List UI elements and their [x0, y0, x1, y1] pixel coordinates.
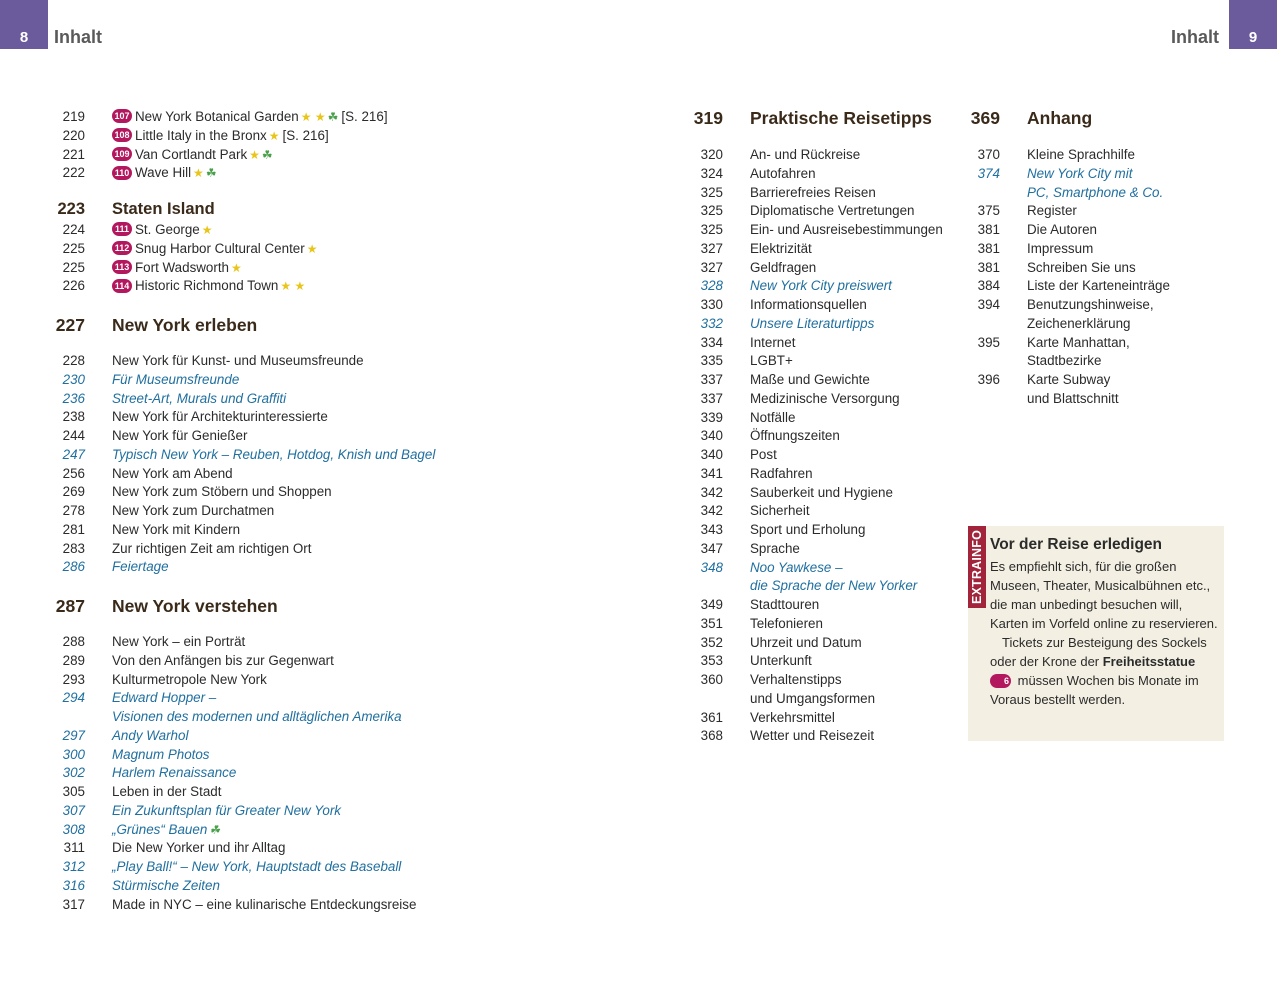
- toc-entry-text: Harlem Renaissance: [112, 765, 237, 781]
- toc-entry-text: New York City mit: [1027, 165, 1133, 181]
- toc-entry-text: Verhaltenstipps: [750, 672, 842, 687]
- star-rating-icon: ★ ★: [280, 279, 306, 294]
- toc-entry-label: [112, 801, 341, 820]
- toc-entry-label: [750, 651, 812, 670]
- toc-entry-text: Street-Art, Murals und Graffiti: [112, 390, 287, 406]
- toc-page-number: 370: [977, 147, 1000, 162]
- toc-entry-text: An- und Rückreise: [750, 147, 861, 162]
- toc-entry-text: PC, Smartphone & Co.: [1027, 184, 1164, 200]
- star-rating-icon: ★: [231, 260, 242, 275]
- toc-entry-label: [112, 539, 311, 558]
- toc-entry-label: [750, 164, 816, 183]
- map-number-badge: 114: [112, 279, 132, 293]
- toc-entry-label: [112, 820, 220, 840]
- toc-entry-label: [112, 857, 401, 876]
- toc-entry-label: [750, 614, 823, 633]
- map-number-badge: 111: [112, 222, 132, 236]
- toc-page-number: 361: [700, 709, 723, 725]
- toc-entry-label: [112, 258, 242, 278]
- toc-page-number: 305: [62, 784, 85, 799]
- toc-entry-label: [112, 145, 273, 165]
- page-number-right: [1229, 0, 1277, 49]
- toc-entry-text: St. George: [135, 222, 200, 237]
- star-rating-icon: ★: [193, 166, 204, 181]
- extrainfo-paragraph-2-end: müssen Wochen bis Monate im Voraus bestellt werden.: [990, 673, 1199, 707]
- toc-column-3: [966, 0, 1226, 520]
- toc-entry-label: [750, 520, 865, 539]
- toc-entry-label: [112, 557, 169, 576]
- running-head-left: Inhalt: [54, 27, 102, 47]
- toc-entry-text: Barrierefreies Reisen: [750, 184, 876, 200]
- toc-entry-text: Feiertage: [112, 559, 169, 575]
- star-rating-icon: ★: [249, 147, 260, 162]
- toc-entry-label: [112, 482, 332, 501]
- toc-page-number: 374: [977, 165, 1000, 181]
- toc-entry-label: [750, 558, 843, 577]
- toc-page-number: 368: [700, 728, 723, 744]
- toc-page-number: 225: [62, 240, 85, 256]
- toc-page-number: 360: [700, 672, 723, 687]
- toc-page-number: 300: [62, 746, 85, 762]
- toc-entry-text: Register: [1027, 203, 1077, 219]
- toc-page-number: 324: [700, 165, 723, 181]
- toc-page-number: 230: [62, 371, 85, 387]
- toc-entry-text: Ein Zukunftsplan für Greater New York: [112, 802, 341, 818]
- star-rating-icon: ★ ★: [300, 110, 326, 124]
- toc-entry-label: [1027, 220, 1097, 239]
- extrainfo-title: Vor der Reise erledigen: [990, 536, 1162, 553]
- toc-entry-label: [750, 464, 813, 483]
- toc-page-number: 337: [700, 372, 723, 387]
- toc-entry-text: Informationsquellen: [750, 297, 867, 312]
- toc-entry-label: [1027, 370, 1110, 389]
- toc-entry-label: [1027, 295, 1154, 314]
- toc-entry-label: [750, 539, 800, 558]
- toc-entry-text: Post: [750, 447, 777, 462]
- map-number-badge: 107: [112, 109, 132, 123]
- toc-entry-label: [750, 426, 840, 445]
- toc-entry-text: Telefonieren: [750, 615, 823, 631]
- toc-entry-label: [1027, 314, 1130, 333]
- toc-page-number: 375: [977, 203, 1000, 219]
- toc-page-number: 348: [700, 559, 723, 575]
- toc-page-number: 342: [700, 484, 723, 500]
- map-number-badge: 112: [112, 241, 132, 255]
- toc-entry-text: Elektrizität: [750, 240, 812, 256]
- toc-page-number: 352: [700, 634, 723, 650]
- toc-entry-text: Unterkunft: [750, 653, 812, 669]
- toc-entry-label: [1027, 164, 1132, 183]
- section-title: New York erleben: [112, 315, 258, 335]
- toc-entry-label: [750, 220, 943, 239]
- extrainfo-highlight[interactable]: Freiheitsstatue: [1102, 654, 1196, 669]
- toc-page-number: 384: [977, 278, 1000, 294]
- toc-entry-label: [750, 633, 862, 652]
- star-rating-icon: ★: [306, 241, 318, 256]
- toc-page-number: 342: [700, 503, 723, 519]
- section-title: Praktische Reisetipps: [750, 108, 932, 128]
- green-clover-icon: ☘: [209, 822, 221, 837]
- toc-entry-label: [750, 276, 892, 295]
- toc-entry-label: [750, 708, 835, 727]
- toc-page-number: 337: [700, 390, 723, 406]
- section-title: Anhang: [1027, 108, 1093, 128]
- toc-page-number: 325: [700, 222, 723, 237]
- toc-entry-label: [750, 333, 795, 352]
- toc-entry-text: LGBT+: [750, 353, 793, 369]
- toc-page-number: 289: [62, 652, 85, 668]
- toc-entry-text: Made in NYC – eine kulinarische Entdeckungsreise: [112, 896, 417, 912]
- toc-entry-text: Zur richtigen Zeit am richtigen Ort: [112, 540, 312, 556]
- section-page-number: 227: [55, 315, 85, 335]
- green-clover-icon: ☘: [205, 166, 217, 181]
- toc-entry-text: Sicherheit: [750, 503, 810, 519]
- toc-page-number: 221: [62, 146, 85, 162]
- section-title: New York verstehen: [112, 596, 278, 616]
- toc-page-number: 256: [62, 465, 85, 481]
- toc-entry-text: Wave Hill: [135, 165, 192, 181]
- toc-entry-text: Schreiben Sie uns: [1027, 259, 1136, 275]
- toc-entry-text: Öffnungszeiten: [750, 428, 840, 444]
- toc-entry-text: Van Cortlandt Park: [135, 146, 248, 162]
- toc-entry-label: [112, 389, 286, 408]
- toc-entry-label: [112, 520, 240, 539]
- green-clover-icon: ☘: [327, 110, 339, 124]
- toc-entry-text: Kleine Sprachhilfe: [1027, 147, 1135, 162]
- toc-page-number: 228: [62, 353, 85, 368]
- toc-page-number: 247: [62, 446, 85, 462]
- toc-entry-text: Sauberkeit und Hygiene: [750, 484, 893, 500]
- toc-entry-label: [750, 595, 819, 614]
- toc-entry-text: New York für Architekturinteressierte: [112, 409, 328, 425]
- toc-entry-text: Fort Wadsworth: [135, 259, 230, 275]
- toc-entry-label: [112, 707, 402, 726]
- map-number-badge: 110: [112, 166, 132, 180]
- toc-entry-text: Für Museumsfreunde: [112, 371, 240, 387]
- star-rating-icon: ★: [268, 128, 280, 143]
- toc-entry-text: New York City preiswert: [750, 278, 892, 294]
- section-page-number: 287: [55, 596, 85, 616]
- extrainfo-paragraph-1: Es empfiehlt sich, für die großen Museen, Theater, Musicalbühnen etc., die man unbedingt besuchen will, Karten im Vorfeld online zu reservieren.: [990, 559, 1218, 631]
- toc-entry-label: [112, 276, 305, 296]
- section-page-number: 369: [970, 108, 1000, 128]
- star-rating-icon: ★: [201, 223, 213, 237]
- toc-page-number: 332: [700, 315, 723, 331]
- toc-entry-text: Ein- und Ausreisebestimmungen: [750, 222, 943, 237]
- page-number-left-text: 8: [19, 29, 29, 46]
- toc-entry-text: Medizinische Versorgung: [750, 390, 900, 406]
- page-reference: [S. 216]: [341, 109, 388, 124]
- map-number-badge: 109: [112, 147, 132, 161]
- toc-page-number: 325: [700, 203, 723, 219]
- toc-column-2: [690, 0, 960, 1000]
- toc-page-number: 340: [700, 447, 723, 462]
- toc-page-number: 349: [700, 597, 723, 612]
- toc-entry-label: [112, 876, 220, 895]
- toc-entry-text: Verkehrsmittel: [750, 709, 835, 725]
- toc-entry-text: Snug Harbor Cultural Center: [135, 240, 305, 256]
- toc-entry-label: [750, 258, 816, 277]
- toc-entry-label: [750, 351, 793, 370]
- toc-entry-text: Stürmische Zeiten: [112, 877, 220, 893]
- toc-entry-text: Karte Subway: [1027, 372, 1111, 387]
- toc-entry-label: [750, 314, 874, 333]
- section-page-number: 223: [57, 200, 85, 218]
- toc-page-number: 225: [62, 259, 85, 275]
- toc-entry-text: Visionen des modernen und alltäglichen Amerika: [112, 709, 402, 724]
- toc-entry-label: [750, 483, 893, 502]
- toc-page-number: 281: [62, 521, 85, 537]
- toc-entry-label: [750, 370, 870, 389]
- toc-entry-text: New York für Kunst- und Museumsfreunde: [112, 353, 364, 368]
- toc-page-number: 286: [62, 559, 85, 575]
- toc-page-number: 311: [63, 840, 85, 856]
- page-reference: [S. 216]: [282, 127, 329, 143]
- toc-page-number: 317: [62, 896, 85, 912]
- toc-entry-label: [750, 445, 777, 464]
- toc-entry-text: Noo Yawkese –: [750, 559, 843, 575]
- toc-entry-label: [112, 632, 245, 651]
- toc-entry-text: Kulturmetropole New York: [112, 671, 267, 687]
- toc-entry-text: und Umgangsformen: [750, 690, 876, 706]
- toc-entry-text: Karte Manhattan,: [1027, 334, 1130, 350]
- toc-entry-label: [750, 670, 842, 689]
- toc-entry-text: und Blattschnitt: [1027, 390, 1119, 406]
- toc-entry-text: „Grünes“ Bauen: [112, 821, 208, 837]
- toc-page-number: 343: [700, 522, 723, 537]
- toc-page-number: 351: [700, 615, 723, 631]
- toc-entry-text: Autofahren: [750, 165, 816, 181]
- toc-entry-label: [1027, 183, 1163, 202]
- toc-entry-text: Wetter und Reisezeit: [750, 728, 875, 744]
- toc-entry-label: [750, 501, 810, 520]
- toc-entry-label: [112, 107, 388, 127]
- toc-page-number: 288: [62, 634, 85, 649]
- toc-entry-text: Magnum Photos: [112, 746, 210, 762]
- toc-page-number: 312: [62, 859, 85, 874]
- toc-entry-label: [112, 464, 233, 483]
- toc-entry-text: Notfälle: [750, 409, 796, 425]
- toc-page-number: 320: [700, 147, 723, 162]
- toc-entry-label: [1027, 351, 1101, 370]
- toc-entry-label: [112, 745, 210, 764]
- toc-entry-label: [112, 651, 334, 670]
- toc-entry-label: [1027, 258, 1136, 277]
- toc-entry-text: Sprache: [750, 540, 800, 556]
- toc-entry-label: [750, 726, 874, 745]
- toc-page-number: 219: [62, 109, 85, 124]
- toc-entry-label: [112, 501, 274, 520]
- toc-page-number: 238: [62, 409, 85, 425]
- toc-page-number: 394: [977, 297, 1000, 312]
- toc-page-number: 381: [977, 222, 1000, 237]
- toc-entry-label: [1027, 145, 1135, 164]
- toc-column-1: [52, 0, 436, 1000]
- toc-entry-label: [112, 763, 236, 782]
- toc-entry-text: Maße und Gewichte: [750, 372, 870, 387]
- toc-entry-label: [750, 239, 812, 258]
- toc-entry-label: [1027, 276, 1170, 295]
- toc-entry-text: New York für Genießer: [112, 428, 248, 443]
- toc-entry-text: Little Italy in the Bronx: [135, 127, 267, 143]
- toc-page-number: 381: [977, 259, 1000, 275]
- toc-entry-label: [112, 220, 213, 240]
- toc-entry-label: [112, 688, 216, 707]
- toc-entry-label: [112, 163, 217, 183]
- toc-page-number: 294: [62, 690, 85, 706]
- toc-page-number: 396: [977, 372, 1000, 387]
- toc-entry-text: Typisch New York – Reuben, Hotdog, Knish und Bagel: [112, 446, 436, 462]
- section-title: Staten Island: [112, 200, 215, 218]
- toc-page-number: 226: [62, 278, 85, 294]
- toc-entry-label: [750, 689, 875, 708]
- map-number-badge: 113: [112, 260, 132, 274]
- toc-page-number: 283: [62, 540, 85, 556]
- toc-entry-text: Unsere Literaturtipps: [750, 315, 875, 331]
- toc-entry-text: Impressum: [1027, 240, 1094, 256]
- toc-entry-text: Liste der Karteneinträge: [1027, 278, 1170, 294]
- toc-page-number: 330: [700, 297, 723, 312]
- toc-entry-text: Die New Yorker und ihr Alltag: [112, 840, 286, 856]
- toc-page-number: 297: [62, 727, 85, 743]
- toc-entry-text: Internet: [750, 334, 796, 350]
- toc-entry-text: Zeichenerklärung: [1027, 315, 1131, 331]
- toc-page-number: 220: [62, 127, 85, 143]
- toc-entry-text: New York – ein Porträt: [112, 634, 246, 649]
- toc-entry-label: [750, 576, 917, 595]
- toc-entry-label: [750, 145, 860, 164]
- toc-page-number: 381: [977, 240, 1000, 256]
- toc-entry-label: [750, 389, 900, 408]
- toc-page-number: 224: [62, 222, 85, 237]
- toc-page-number: 339: [700, 409, 723, 425]
- toc-entry-label: [112, 445, 435, 464]
- toc-page-number: 327: [700, 259, 723, 275]
- toc-entry-text: New York am Abend: [112, 465, 233, 481]
- extrainfo-paragraph-2-start: Tickets zur Besteigung des Sockels oder der Krone der: [990, 635, 1207, 669]
- toc-entry-text: New York mit Kindern: [112, 521, 241, 537]
- section-page-number: 319: [693, 108, 723, 128]
- toc-entry-text: Sport und Erholung: [750, 522, 866, 537]
- toc-page-number: 244: [62, 428, 85, 443]
- toc-page-number: 341: [700, 465, 723, 481]
- toc-entry-text: die Sprache der New Yorker: [750, 578, 918, 594]
- toc-entry-text: Geldfragen: [750, 259, 817, 275]
- toc-entry-label: [1027, 389, 1119, 408]
- toc-entry-label: [1027, 239, 1093, 258]
- toc-entry-text: Historic Richmond Town: [135, 278, 279, 294]
- toc-entry-label: [750, 408, 795, 427]
- toc-entry-label: [112, 126, 329, 146]
- toc-entry-text: Leben in der Stadt: [112, 784, 222, 799]
- toc-page-number: 293: [62, 671, 85, 687]
- toc-entry-label: [112, 426, 247, 445]
- toc-page-number: 340: [700, 428, 723, 444]
- toc-entry-text: Radfahren: [750, 465, 813, 481]
- toc-entry-label: [112, 407, 328, 426]
- toc-page-number: 316: [62, 877, 85, 893]
- toc-page-number: 236: [62, 390, 85, 406]
- toc-entry-text: Stadttouren: [750, 597, 820, 612]
- toc-entry-text: Stadtbezirke: [1027, 353, 1102, 369]
- toc-entry-label: [112, 670, 267, 689]
- toc-entry-label: [750, 295, 867, 314]
- toc-entry-text: Edward Hopper –: [112, 690, 217, 706]
- toc-entry-label: [750, 183, 876, 202]
- toc-entry-label: [112, 782, 221, 801]
- toc-page-number: 307: [62, 802, 85, 818]
- toc-entry-text: Uhrzeit und Datum: [750, 634, 862, 650]
- toc-page-number: 347: [700, 540, 723, 556]
- toc-entry-label: [112, 239, 317, 259]
- toc-entry-label: [112, 838, 285, 857]
- green-clover-icon: ☘: [261, 147, 273, 162]
- toc-page-number: 308: [62, 821, 85, 837]
- toc-page-number: 395: [977, 334, 1000, 350]
- toc-entry-text: New York Botanical Garden: [135, 109, 299, 124]
- extrainfo-tag: [968, 526, 986, 608]
- toc-entry-label: [750, 201, 915, 220]
- page-number-left: [0, 0, 48, 49]
- toc-page-number: 327: [700, 240, 723, 256]
- extrainfo-map-badge[interactable]: 6: [990, 674, 1011, 688]
- toc-entry-text: Die Autoren: [1027, 222, 1097, 237]
- toc-entry-text: Von den Anfängen bis zur Gegenwart: [112, 652, 334, 668]
- toc-entry-label: [1027, 333, 1130, 352]
- toc-entry-text: New York zum Stöbern und Shoppen: [112, 484, 332, 500]
- toc-entry-label: [112, 726, 188, 745]
- toc-entry-text: Diplomatische Vertretungen: [750, 203, 915, 219]
- toc-entry-label: [112, 351, 364, 370]
- toc-page-number: 302: [62, 765, 85, 781]
- toc-entry-label: [112, 895, 416, 914]
- toc-entry-text: New York zum Durchatmen: [112, 503, 275, 518]
- toc-entry-label: [112, 370, 239, 389]
- toc-page-number: 328: [700, 278, 723, 294]
- toc-page-number: 334: [700, 334, 723, 350]
- extrainfo-tag-text: EXTRAINFO: [970, 529, 984, 605]
- toc-page-number: 269: [62, 484, 85, 500]
- map-number-badge: 108: [112, 128, 132, 142]
- toc-page-number: 222: [62, 165, 85, 181]
- extrainfo-box: [968, 526, 1224, 741]
- toc-entry-text: „Play Ball!“ – New York, Hauptstadt des Baseball: [112, 859, 402, 874]
- toc-page-number: 325: [700, 184, 723, 200]
- toc-page-number: 353: [700, 653, 723, 669]
- toc-entry-text: Andy Warhol: [112, 727, 189, 743]
- toc-page-number: 335: [700, 353, 723, 369]
- toc-entry-text: Benutzungshinweise,: [1027, 297, 1154, 312]
- page-number-right-text: 9: [1248, 29, 1258, 46]
- toc-entry-label: [1027, 201, 1077, 220]
- toc-page-number: 278: [62, 503, 85, 518]
- extrainfo-paragraph-2: [990, 633, 1218, 709]
- running-head-right: Inhalt: [1171, 27, 1219, 47]
